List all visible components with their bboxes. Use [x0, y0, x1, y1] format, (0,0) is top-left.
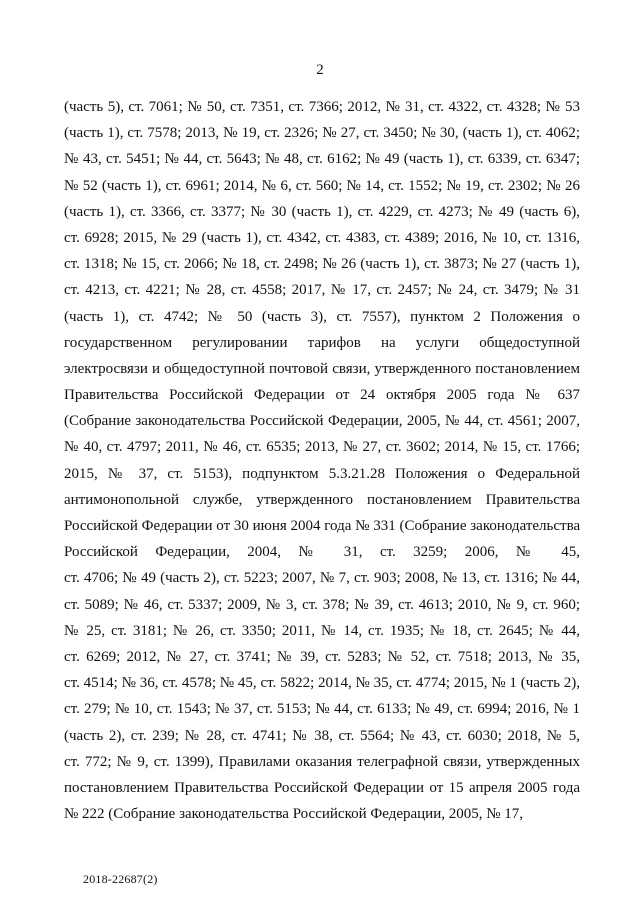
page-number: 2: [316, 62, 324, 78]
document-id: 2018-22687(2): [83, 872, 158, 886]
text-line: ст. 4514; № 36, ст. 4578; № 45, ст. 5822; 2014, № 35, ст. 4774; 2015, № 1 (часть 2),: [64, 675, 580, 692]
text-line: ст. 5089; № 46, ст. 5337; 2009, № 3, ст. 378; № 39, ст. 4613; 2010, № 9, ст. 960;: [64, 596, 580, 613]
text-line: ст. 4213, ст. 4221; № 28, ст. 4558; 2017, № 17, ст. 2457; № 24, ст. 3479; № 31: [64, 282, 580, 299]
text-line: ст. 1318; № 15, ст. 2066; № 18, ст. 2498; № 26 (часть 1), ст. 3873; № 27 (часть 1),: [64, 256, 580, 273]
text-line: электросвязи и общедоступной почтовой связи, утвержденного постановлением: [64, 360, 580, 377]
text-line: (Собрание законодательства Российской Федерации, 2005, № 44, ст. 4561; 2007,: [64, 413, 580, 430]
text-line: (часть 5), ст. 7061; № 50, ст. 7351, ст. 7366; 2012, № 31, ст. 4322, ст. 4328; № 53: [64, 99, 580, 115]
text-line: Правительства Российской Федерации от 24 октября 2005 года № 637: [64, 387, 580, 404]
text-line: (часть 2), ст. 239; № 28, ст. 4741; № 38, ст. 5564; № 43, ст. 6030; 2018, № 5,: [64, 727, 580, 744]
text-line: № 25, ст. 3181; № 26, ст. 3350; 2011, № 14, ст. 1935; № 18, ст. 2645; № 44,: [64, 622, 580, 639]
text-line: антимонопольной службе, утвержденного постановлением Правительства: [64, 491, 580, 508]
text-line: ст. 772; № 9, ст. 1399), Правилами оказания телеграфной связи, утвержденных: [64, 753, 580, 770]
text-line: ст. 279; № 10, ст. 1543; № 37, ст. 5153; № 44, ст. 6133; № 49, ст. 6994; 2016, № 1: [64, 701, 580, 718]
text-line: (часть 1), ст. 4742; № 50 (часть 3), ст. 7557), пунктом 2 Положения о: [64, 308, 580, 325]
text-line: № 43, ст. 5451; № 44, ст. 5643; № 48, ст. 6162; № 49 (часть 1), ст. 6339, ст. 6347;: [64, 151, 580, 168]
text-line: Российской Федерации от 30 июня 2004 года № 331 (Собрание законодательства: [64, 518, 580, 534]
text-line: ст. 6269; 2012, № 27, ст. 3741; № 39, ст. 5283; № 52, ст. 7518; 2013, № 35,: [64, 648, 580, 665]
text-line: № 52 (часть 1), ст. 6961; 2014, № 6, ст. 560; № 14, ст. 1552; № 19, ст. 2302; № 26: [64, 177, 580, 194]
text-line: ст. 6928; 2015, № 29 (часть 1), ст. 4342, ст. 4383, ст. 4389; 2016, № 10, ст. 1316,: [64, 229, 580, 246]
text-line: государственном регулировании тарифов на услуги общедоступной: [64, 334, 580, 351]
text-line: № 40, ст. 4797; 2011, № 46, ст. 6535; 2013, № 27, ст. 3602; 2014, № 15, ст. 1766;: [64, 439, 580, 456]
body-text: [64, 94, 580, 827]
text-line: 2015, № 37, ст. 5153), подпунктом 5.3.21.28 Положения о Федеральной: [64, 465, 580, 482]
text-line: № 222 (Собрание законодательства Российской Федерации, 2005, № 17,: [64, 806, 524, 823]
text-line: Российской Федерации, 2004, № 31, ст. 3259; 2006, № 45,: [64, 544, 580, 561]
text-line: (часть 1), ст. 7578; 2013, № 19, ст. 2326; № 27, ст. 3450; № 30, (часть 1), ст. 4062;: [64, 125, 580, 142]
text-line: (часть 1), ст. 3366, ст. 3377; № 30 (часть 1), ст. 4229, ст. 4273; № 49 (часть 6),: [64, 203, 580, 220]
text-line: постановлением Правительства Российской Федерации от 15 апреля 2005 года: [64, 779, 580, 796]
text-line: ст. 4706; № 49 (часть 2), ст. 5223; 2007, № 7, ст. 903; 2008, № 13, ст. 1316; № 44,: [64, 570, 580, 587]
